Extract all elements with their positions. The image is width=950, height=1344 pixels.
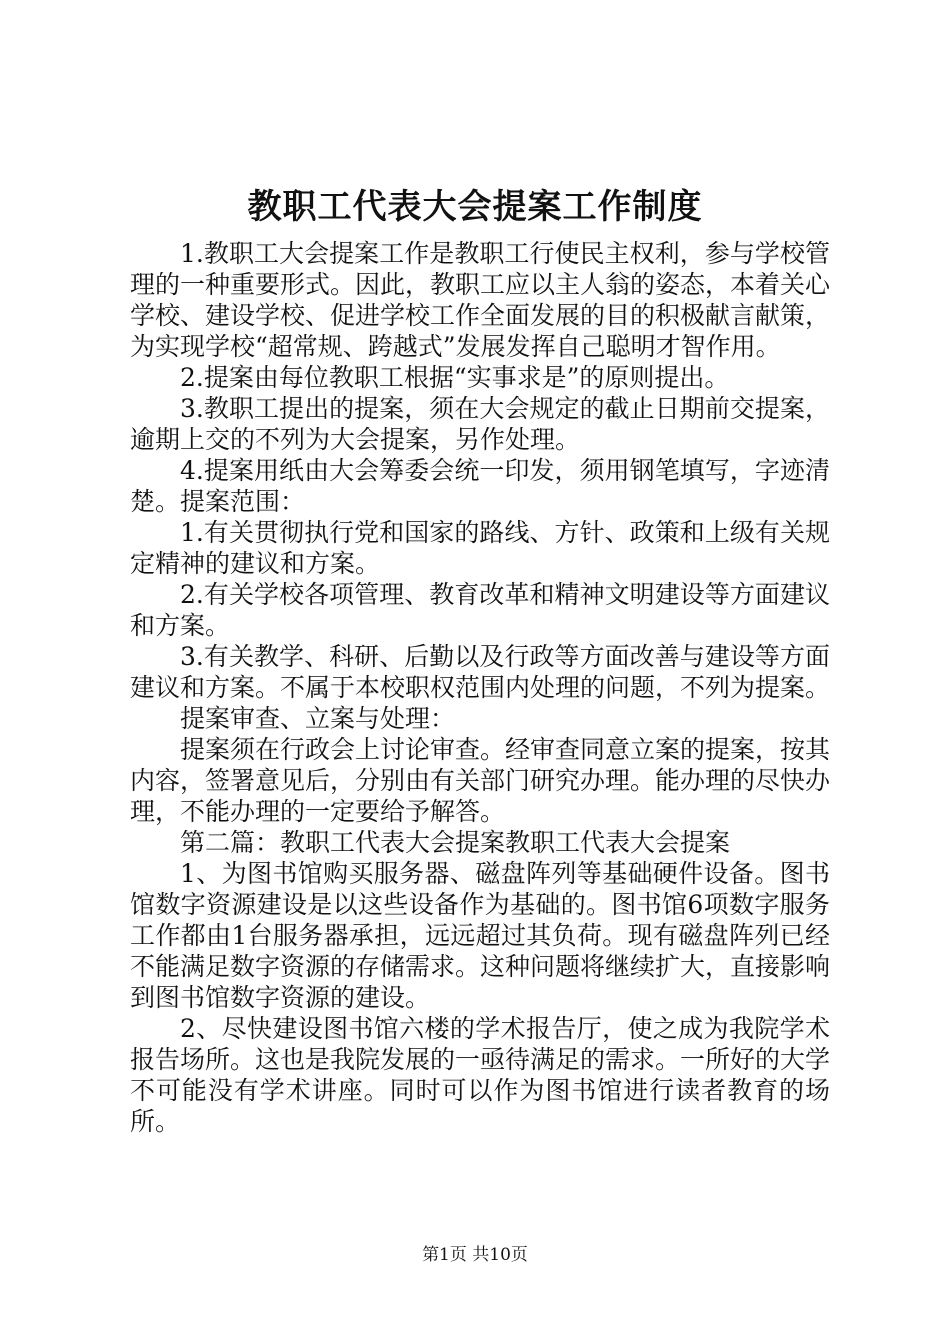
page-number-footer: 第1页 共10页 (422, 1245, 528, 1265)
paragraph-2: 2.提案由每位教职工根据“实事求是”的原则提出。 (180, 363, 730, 392)
paragraph-4: 4.提案用纸由大会筹委会统一印发，须用钢笔填写，字迹清楚。提案范围： (130, 456, 830, 516)
paragraph-5: 1.有关贯彻执行党和国家的路线、方针、政策和上级有关规定精神的建议和方案。 (130, 518, 830, 578)
paragraph-11: 1、为图书馆购买服务器、磁盘阵列等基础硬件设备。图书馆数字资源建设是以这些设备作为基础的。图书馆6项数字服务工作都由1台服务器承担，远远超过其负荷。现有磁盘阵列已经不能满足数字资源的存储需求。这种问题将继续扩大，直接影响到图书馆数字资源的建设。 (130, 859, 831, 1012)
paragraph-12: 2、尽快建设图书馆六楼的学术报告厅，使之成为我院学术报告场所。这也是我院发展的一亟待满足的需求。一所好的大学不可能没有学术讲座。同时可以作为图书馆进行读者教育的场所。 (130, 1014, 831, 1136)
paragraph-7: 3.有关教学、科研、后勤以及行政等方面改善与建设等方面建议和方案。不属于本校职权范围内处理的问题，不列为提案。 (130, 642, 831, 702)
paragraph-9: 提案须在行政会上讨论审查。经审查同意立案的提案，按其内容，签署意见后，分别由有关部门研究办理。能办理的尽快办理，不能办理的一定要给予解答。 (130, 735, 831, 826)
document-body (130, 238, 830, 1137)
document-title: 教职工代表大会提案工作制度 (247, 187, 703, 227)
paragraph-3: 3.教职工提出的提案，须在大会规定的截止日期前交提案，逾期上交的不列为大会提案，另作处理。 (130, 394, 830, 454)
paragraph-8: 提案审查、立案与处理： (180, 704, 456, 733)
paragraph-6: 2.有关学校各项管理、教育改革和精神文明建设等方面建议和方案。 (130, 580, 830, 640)
paragraph-10: 第二篇：教职工代表大会提案教职工代表大会提案 (180, 828, 731, 857)
paragraph-1: 1.教职工大会提案工作是教职工行使民主权利，参与学校管理的一种重要形式。因此，教职工应以主人翁的姿态，本着关心学校、建设学校、促进学校工作全面发展的目的积极献言献策，为实现学校“超常规、跨越式”发展发挥自己聪明才智作用。 (130, 239, 831, 361)
